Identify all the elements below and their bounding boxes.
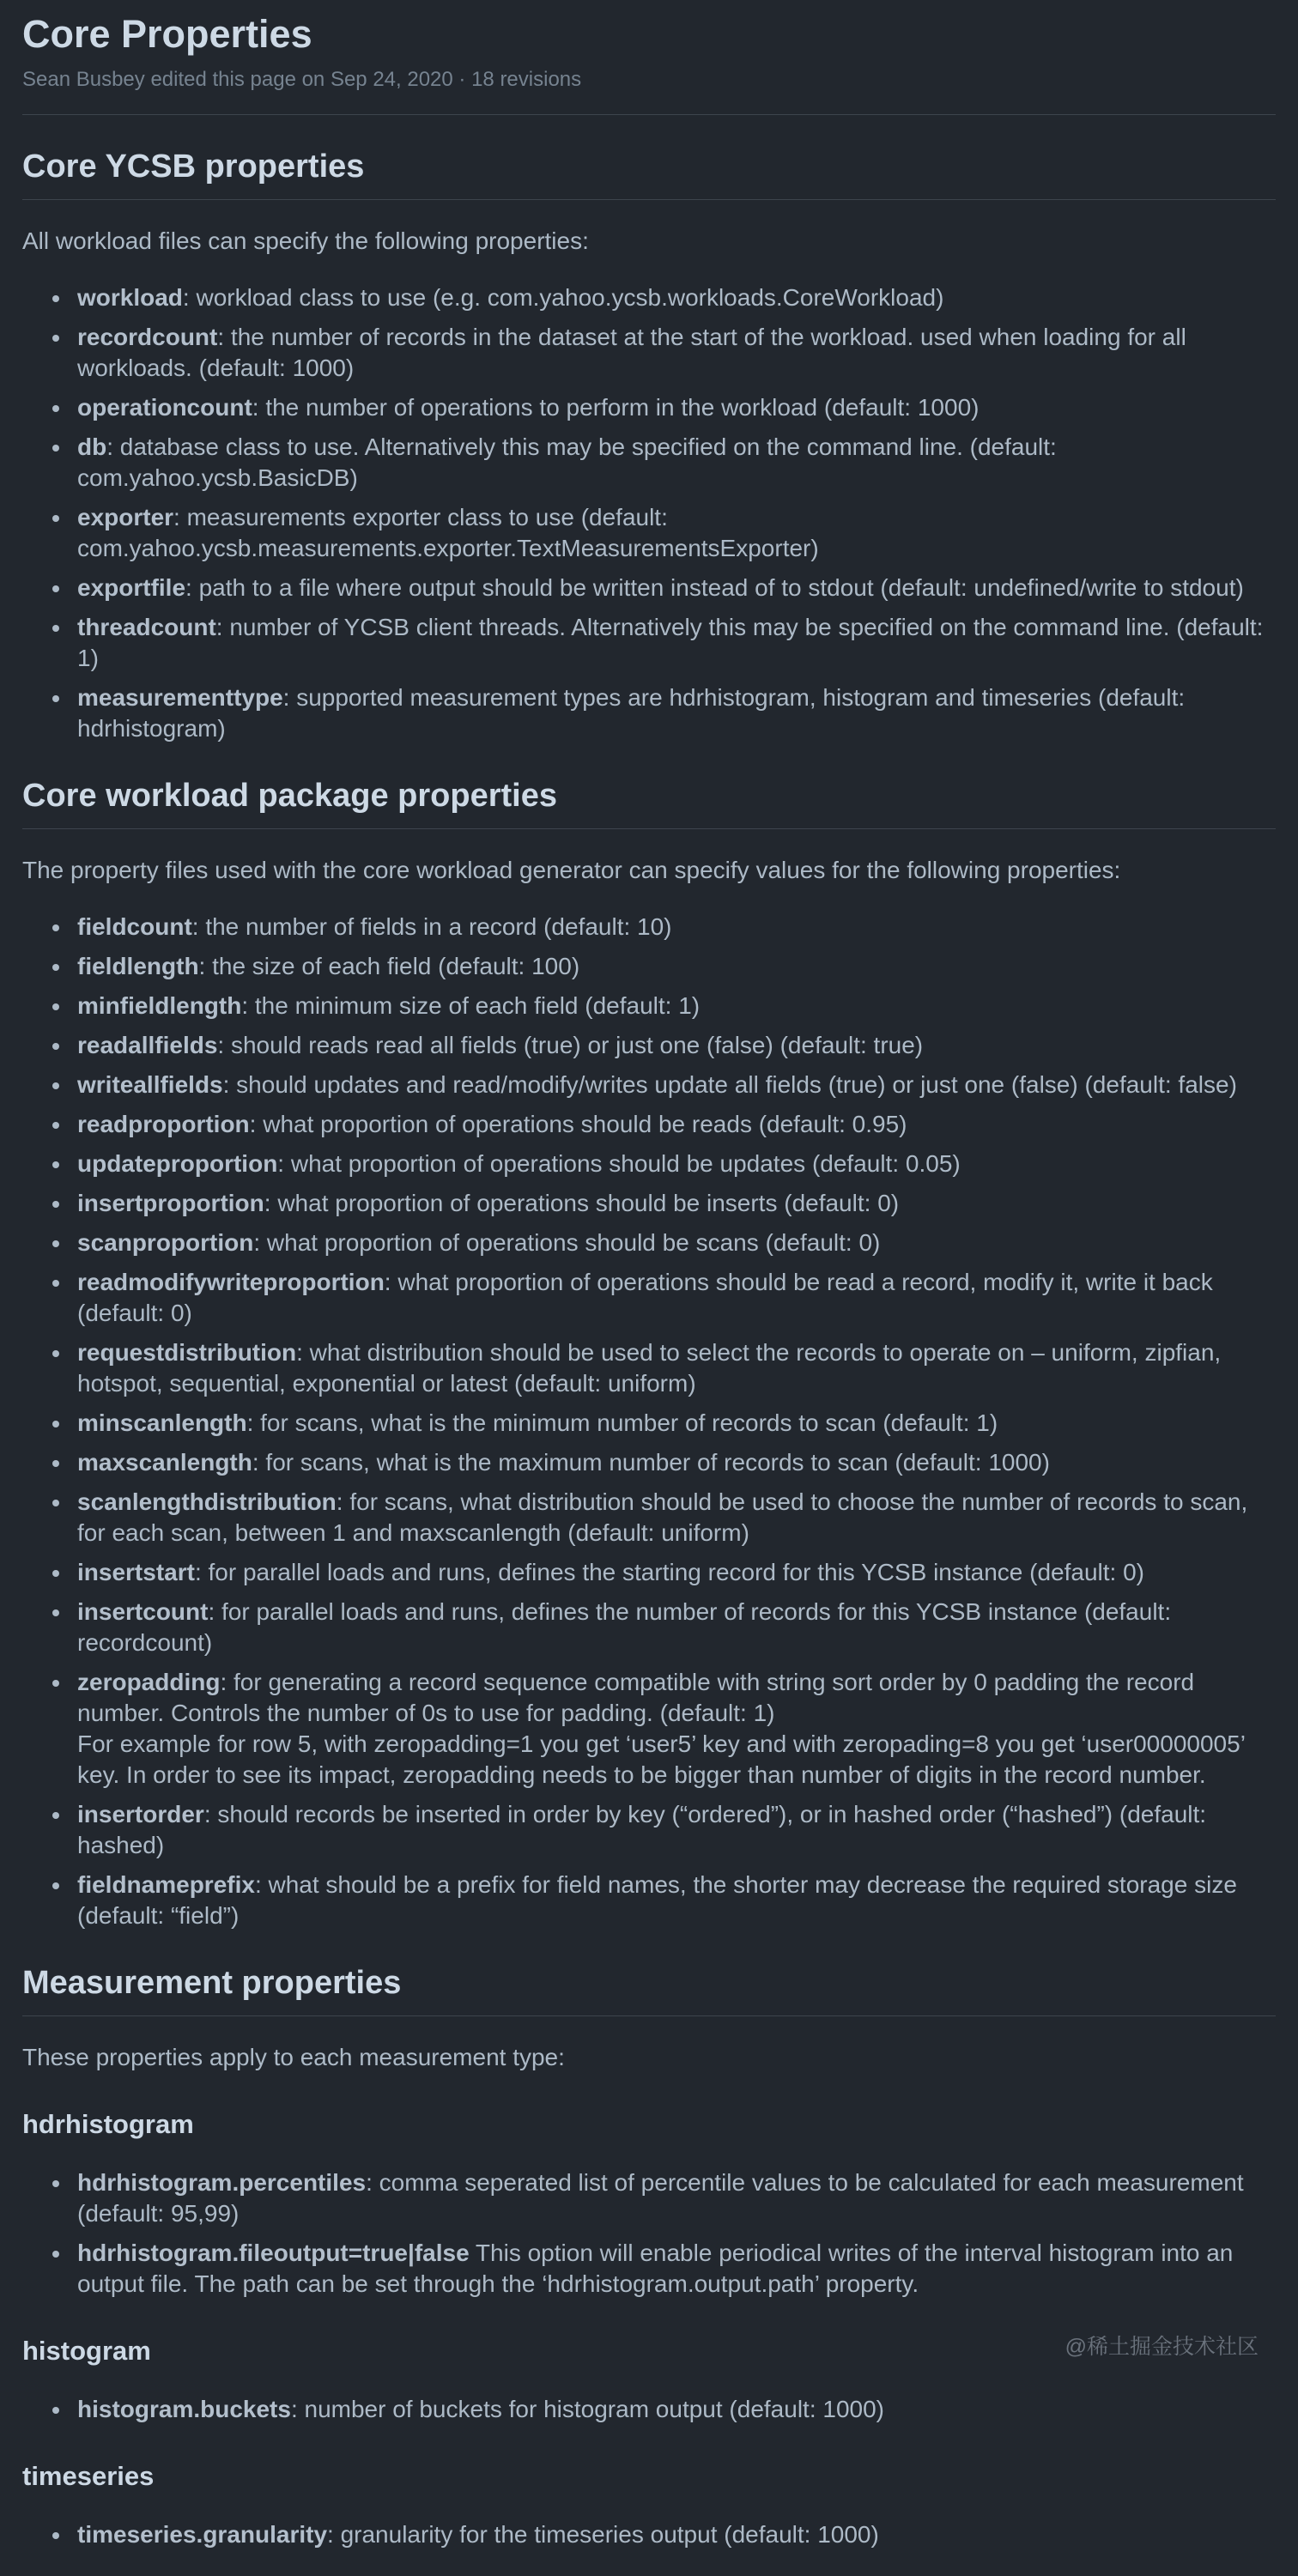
property-item: [72, 1267, 1276, 1329]
property-desc: : the minimum size of each field (default: 1): [241, 992, 701, 1019]
property-item: [72, 991, 1276, 1021]
property-desc: : the number of operations to perform in the workload (default: 1000): [252, 394, 980, 421]
property-note: For example for row 5, with zeropadding=1 you get ‘user5’ key and with zeropading=8 you get ‘user00000005’ key. In order to see its impact, zeropadding needs to be bigger than number of digits in the record number.: [77, 1730, 1245, 1788]
property-desc: : for scans, what distribution should be used to choose the number of records to scan, for each scan, between 1 and maxscanlength (default: uniform): [77, 1488, 1248, 1546]
property-desc: : what proportion of operations should be scans (default: 0): [253, 1229, 881, 1256]
subsection-heading: hdrhistogram: [22, 2109, 194, 2139]
property-item: [72, 1557, 1276, 1588]
property-item: [72, 1408, 1276, 1439]
property-term: operationcount: [77, 394, 252, 421]
property-item: [72, 612, 1276, 674]
property-item: [72, 1149, 1276, 1179]
property-item: [72, 682, 1276, 744]
property-term: exportfile: [77, 574, 186, 601]
property-term: minfieldlength: [77, 992, 242, 1019]
property-desc: : for scans, what is the minimum number of records to scan (default: 1): [246, 1409, 998, 1436]
property-desc: : workload class to use (e.g. com.yahoo.ycsb.workloads.CoreWorkload): [182, 284, 944, 311]
property-term: scanproportion: [77, 1229, 254, 1256]
property-term: scanlengthdistribution: [77, 1488, 337, 1515]
section-heading: Core workload package properties: [22, 775, 1276, 829]
property-item: [72, 1227, 1276, 1258]
property-term: db: [77, 433, 107, 460]
property-desc: : what proportion of operations should be reads (default: 0.95): [249, 1111, 907, 1137]
property-item: [72, 322, 1276, 384]
property-item: [72, 2394, 1276, 2425]
property-list: [22, 912, 1276, 1931]
property-term: zeropadding: [77, 1669, 221, 1695]
wiki-content: [22, 146, 1276, 2550]
section-heading: Core YCSB properties: [22, 146, 1276, 200]
property-desc: : measurements exporter class to use (default: com.yahoo.ycsb.measurements.exporter.TextMeasurementsExporter): [77, 504, 819, 561]
edit-byline: [22, 65, 1276, 94]
property-term: fieldcount: [77, 913, 192, 940]
byline-revisions-link[interactable]: 18 revisions: [471, 68, 582, 91]
property-desc: : granularity for the timeseries output (default: 1000): [327, 2521, 879, 2548]
property-desc: : database class to use. Alternatively this may be specified on the command line. (default: com.yahoo.ycsb.BasicDB): [77, 433, 1057, 491]
property-desc: : the number of fields in a record (default: 10): [191, 913, 672, 940]
property-item: [72, 951, 1276, 982]
property-term: insertstart: [77, 1559, 195, 1585]
page-header: [22, 10, 1276, 115]
property-term: hdrhistogram.fileoutput=true|false: [77, 2240, 470, 2266]
property-item: [72, 392, 1276, 423]
property-term: updateproportion: [77, 1150, 278, 1177]
byline-author-link[interactable]: Sean Busbey: [22, 68, 145, 91]
section-intro: The property files used with the core workload generator can specify values for the following properties:: [22, 857, 1121, 883]
property-desc: : number of buckets for histogram output (default: 1000): [290, 2396, 884, 2422]
property-item: [72, 1070, 1276, 1100]
property-term: timeseries.granularity: [77, 2521, 328, 2548]
property-item: [72, 1109, 1276, 1140]
property-term: insertorder: [77, 1801, 204, 1827]
property-term: threadcount: [77, 614, 216, 640]
property-term: requestdistribution: [77, 1339, 297, 1366]
property-desc: : what proportion of operations should be updates (default: 0.05): [277, 1150, 961, 1177]
property-term: insertproportion: [77, 1190, 264, 1216]
property-item: [72, 282, 1276, 313]
property-item: [72, 1030, 1276, 1061]
property-desc: : for generating a record sequence compatible with string sort order by 0 padding the record number. Controls the number of 0s to use for padding. (default: 1): [77, 1669, 1195, 1726]
property-desc: : what proportion of operations should be read a record, modify it, write it back (default: 0): [77, 1269, 1213, 1326]
property-item: [72, 1337, 1276, 1399]
section-heading: Measurement properties: [22, 1962, 1276, 2016]
section-intro: All workload files can specify the following properties:: [22, 227, 589, 254]
property-list: [22, 2519, 1276, 2550]
property-desc: : for parallel loads and runs, defines the starting record for this YCSB instance (default: 0): [194, 1559, 1145, 1585]
property-term: minscanlength: [77, 1409, 247, 1436]
property-desc: : for parallel loads and runs, defines the number of records for this YCSB instance (default: recordcount): [77, 1598, 1172, 1656]
property-item: [72, 1447, 1276, 1478]
property-item: [72, 502, 1276, 564]
property-term: insertcount: [77, 1598, 209, 1625]
property-item: [72, 432, 1276, 494]
property-desc: : what should be a prefix for field names, the shorter may decrease the required storage size (default: “field”): [77, 1871, 1237, 1929]
property-item: [72, 2519, 1276, 2550]
property-term: readallfields: [77, 1032, 218, 1058]
property-term: recordcount: [77, 324, 218, 350]
property-list: [22, 282, 1276, 744]
property-term: hdrhistogram.percentiles: [77, 2169, 367, 2196]
property-term: readproportion: [77, 1111, 250, 1137]
property-item: [72, 1870, 1276, 1931]
property-item: [72, 573, 1276, 603]
property-desc: : supported measurement types are hdrhistogram, histogram and timeseries (default: hdrhistogram): [77, 684, 1186, 742]
property-desc: : number of YCSB client threads. Alternatively this may be specified on the command line. (default: 1): [77, 614, 1264, 671]
property-item: [72, 2167, 1276, 2229]
property-item: [72, 1188, 1276, 1219]
property-list: [22, 2394, 1276, 2425]
property-term: fieldlength: [77, 953, 199, 979]
property-item: [72, 1667, 1276, 1791]
property-desc: : the size of each field (default: 100): [198, 953, 580, 979]
property-term: writeallfields: [77, 1071, 223, 1098]
property-desc: : should updates and read/modify/writes update all fields (true) or just one (false) (default: false): [222, 1071, 1237, 1098]
property-desc: : path to a file where output should be written instead of to stdout (default: undefined/write to stdout): [185, 574, 1244, 601]
subsection-heading: timeseries: [22, 2461, 155, 2491]
property-term: histogram.buckets: [77, 2396, 291, 2422]
property-term: maxscanlength: [77, 1449, 252, 1476]
property-desc: : comma seperated list of percentile values to be calculated for each measurement (default: 95,99): [77, 2169, 1244, 2227]
section-intro: These properties apply to each measurement type:: [22, 2044, 565, 2070]
property-term: readmodifywriteproportion: [77, 1269, 385, 1295]
byline-edited-text: edited this page on Sep 24, 2020 ·: [144, 68, 472, 91]
property-desc: : for scans, what is the maximum number of records to scan (default: 1000): [252, 1449, 1050, 1476]
property-term: fieldnameprefix: [77, 1871, 255, 1898]
property-term: measurementtype: [77, 684, 283, 711]
property-term: exporter: [77, 504, 174, 530]
property-desc: : should reads read all fields (true) or just one (false) (default: true): [217, 1032, 924, 1058]
property-desc: : the number of records in the dataset at the start of the workload. used when loading for all workloads. (default: 1000): [77, 324, 1186, 381]
property-item: [72, 912, 1276, 943]
property-desc: : should records be inserted in order by key (“ordered”), or in hashed order (“hashed”) (default: hashed): [77, 1801, 1207, 1858]
page-title: Core Properties: [22, 12, 312, 56]
property-desc: : what distribution should be used to select the records to operate on – uniform, zipfian, hotspot, sequential, exponential or latest (default: uniform): [77, 1339, 1222, 1397]
property-term: workload: [77, 284, 183, 311]
property-item: [72, 2238, 1276, 2300]
property-desc: This option will enable periodical writes of the interval histogram into an output file. The path can be set through the ‘hdrhistogram.output.path’ property.: [77, 2240, 1234, 2297]
property-list: [22, 2167, 1276, 2300]
property-desc: : what proportion of operations should be inserts (default: 0): [264, 1190, 900, 1216]
watermark: @稀土掘金技术社区: [1064, 2335, 1259, 2359]
property-item: [72, 1487, 1276, 1549]
property-item: [72, 1799, 1276, 1861]
subsection-heading: histogram: [22, 2336, 151, 2366]
property-item: [72, 1597, 1276, 1658]
